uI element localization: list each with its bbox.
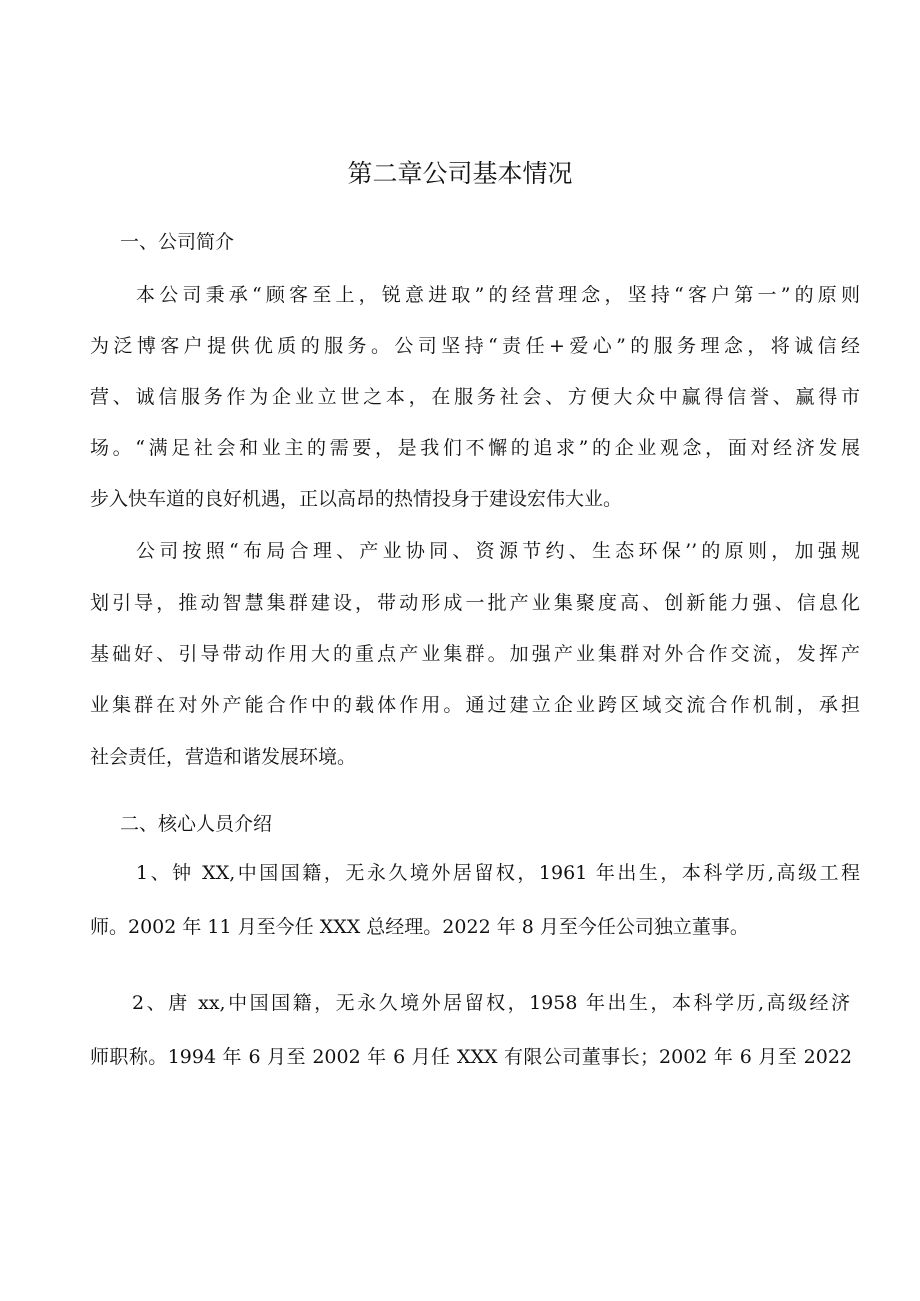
paragraph-line: 本公司秉承“顾客至上，锐意进取”的经营理念，坚持“客户第一”的原则 (136, 284, 860, 306)
paragraph-line: 划引导，推动智慧集群建设，带动形成一批产业集聚度高、创新能力强、信息化 (90, 592, 860, 614)
paragraph-line: 场。“满足社会和业主的需要，是我们不懈的追求”的企业观念，面对经济发展 (90, 437, 860, 459)
paragraph-line: 师职称。1994 年 6 月至 2002 年 6 月任 XXX 有限公司董事长；2002 年 6 月至 2022 (90, 1046, 852, 1068)
paragraph-line: 为泛博客户提供优质的服务。公司坚持“责任+爱心”的服务理念，将诚信经 (90, 335, 860, 357)
paragraph-line: 师。2002 年 11 月至今任 XXX 总经理。2022 年 8 月至今任公司独立董事。 (90, 916, 749, 938)
paragraph-line: 社会责任，营造和谐发展环境。 (90, 746, 357, 768)
section-heading-company-profile: 一、公司简介 (120, 231, 235, 253)
paragraph-line: 业集群在对外产能合作中的载体作用。通过建立企业跨区域交流合作机制，承担 (90, 694, 860, 716)
paragraph-line: 2、唐 xx,中国国籍，无永久境外居留权，1958 年出生，本科学历,高级经济 (132, 992, 850, 1014)
paragraph-line: 步入快车道的良好机遇，正以高昂的热情投身于建设宏伟大业。 (90, 488, 623, 510)
chapter-title: 第二章公司基本情况 (347, 159, 573, 188)
paragraph-line: 1、钟 XX,中国国籍，无永久境外居留权，1961 年出生，本科学历,高级工程 (136, 862, 860, 884)
paragraph-line: 基础好、引导带动作用大的重点产业集群。加强产业集群对外合作交流，发挥产 (90, 643, 860, 665)
paragraph-line: 公司按照“布局合理、产业协同、资源节约、生态环保’’的原则，加强规 (136, 540, 860, 562)
paragraph-line: 营、诚信服务作为企业立世之本，在服务社会、方便大众中赢得信誉、赢得市 (90, 386, 860, 408)
section-heading-core-personnel: 二、核心人员介绍 (120, 813, 273, 835)
